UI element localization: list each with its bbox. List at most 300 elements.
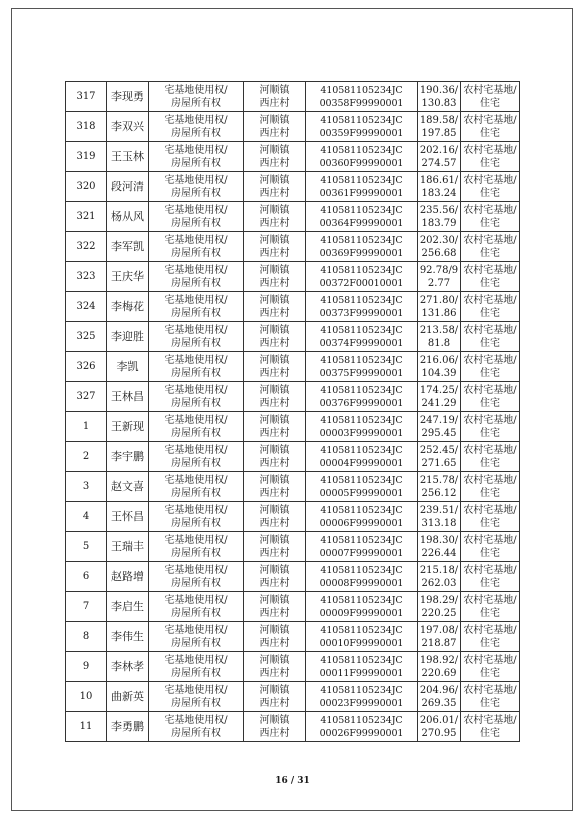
table-row: [66, 292, 520, 322]
cell-area: [418, 592, 461, 622]
cell-row-number: 327: [66, 382, 107, 412]
cell-right-type-line: 房屋所有权: [171, 337, 221, 349]
table-row: [66, 652, 520, 682]
cell-land-use-line: 农村宅基地/: [463, 114, 517, 126]
cell-land-use-line: 农村宅基地/: [463, 144, 517, 156]
cell-area-line: 92.78/9: [419, 264, 459, 276]
cell-land-use-line: 住宅: [480, 697, 500, 709]
cell-unit-code-line: 00372F00010001: [319, 277, 404, 289]
table-row: [66, 412, 520, 442]
cell-unit-code: [306, 232, 418, 262]
cell-right-type: [149, 232, 244, 262]
cell-unit-code-line: 00369F99990001: [319, 247, 404, 259]
cell-area: [418, 712, 461, 742]
cell-area-line: 239.51/: [419, 504, 459, 516]
cell-location: [244, 442, 306, 472]
cell-area-line: 218.87: [421, 637, 457, 649]
cell-unit-code: [306, 112, 418, 142]
cell-owner-name: 李现勇: [107, 82, 149, 112]
cell-land-use-line: 住宅: [480, 427, 500, 439]
cell-row-number: 11: [66, 712, 107, 742]
cell-unit-code: [306, 292, 418, 322]
cell-unit-code: [306, 442, 418, 472]
cell-area: [418, 322, 461, 352]
cell-area-line: 313.18: [421, 517, 457, 529]
cell-land-use: [461, 352, 520, 382]
cell-land-use-line: 农村宅基地/: [463, 294, 517, 306]
cell-right-type: [149, 382, 244, 412]
cell-land-use: [461, 442, 520, 472]
table-row: [66, 322, 520, 352]
cell-land-use: [461, 322, 520, 352]
cell-location-line: 河顺镇: [259, 84, 290, 96]
cell-location: [244, 532, 306, 562]
cell-location-line: 河顺镇: [259, 354, 290, 366]
cell-unit-code-line: 410581105234JC: [320, 624, 403, 636]
cell-right-type: [149, 592, 244, 622]
cell-area-line: 220.25: [421, 607, 457, 619]
cell-area-line: 256.68: [421, 247, 457, 259]
cell-right-type: [149, 322, 244, 352]
cell-area: [418, 412, 461, 442]
cell-land-use: [461, 502, 520, 532]
cell-land-use-line: 住宅: [480, 217, 500, 229]
cell-row-number: 319: [66, 142, 107, 172]
cell-location-line: 西庄村: [259, 547, 290, 559]
cell-row-number: 322: [66, 232, 107, 262]
cell-unit-code-line: 410581105234JC: [320, 114, 403, 126]
cell-right-type: [149, 292, 244, 322]
cell-owner-name: 李凯: [107, 352, 149, 382]
cell-location-line: 河顺镇: [259, 174, 290, 186]
cell-right-type-line: 宅基地使用权/: [164, 564, 228, 576]
cell-area-line: 174.25/: [419, 384, 459, 396]
cell-land-use: [461, 682, 520, 712]
cell-right-type-line: 房屋所有权: [171, 157, 221, 169]
cell-area-line: 189.58/: [419, 114, 459, 126]
cell-unit-code-line: 410581105234JC: [320, 414, 403, 426]
table-row: [66, 262, 520, 292]
cell-location: [244, 232, 306, 262]
cell-land-use-line: 住宅: [480, 157, 500, 169]
cell-location: [244, 82, 306, 112]
cell-location-line: 河顺镇: [259, 654, 290, 666]
cell-right-type: [149, 622, 244, 652]
cell-right-type-line: 房屋所有权: [171, 697, 221, 709]
cell-area-line: 104.39: [421, 367, 457, 379]
cell-row-number: 325: [66, 322, 107, 352]
cell-owner-name: 王玉林: [107, 142, 149, 172]
cell-location: [244, 592, 306, 622]
cell-owner-name: 王林昌: [107, 382, 149, 412]
cell-location: [244, 262, 306, 292]
cell-right-type-line: 宅基地使用权/: [164, 684, 228, 696]
cell-row-number: 3: [66, 472, 107, 502]
cell-right-type-line: 房屋所有权: [171, 247, 221, 259]
cell-owner-name: 杨从风: [107, 202, 149, 232]
cell-unit-code-line: 410581105234JC: [320, 594, 403, 606]
cell-unit-code-line: 00376F99990001: [319, 397, 404, 409]
cell-area-line: 235.56/: [419, 204, 459, 216]
cell-location: [244, 202, 306, 232]
table-row: [66, 172, 520, 202]
cell-unit-code-line: 410581105234JC: [320, 504, 403, 516]
cell-owner-name: 李勇鹏: [107, 712, 149, 742]
cell-right-type: [149, 472, 244, 502]
cell-location-line: 河顺镇: [259, 474, 290, 486]
cell-area: [418, 172, 461, 202]
cell-land-use-line: 住宅: [480, 127, 500, 139]
cell-land-use: [461, 112, 520, 142]
cell-row-number: 321: [66, 202, 107, 232]
cell-unit-code-line: 410581105234JC: [320, 564, 403, 576]
cell-unit-code-line: 410581105234JC: [320, 444, 403, 456]
cell-location: [244, 652, 306, 682]
cell-area: [418, 292, 461, 322]
cell-location-line: 河顺镇: [259, 504, 290, 516]
cell-right-type-line: 房屋所有权: [171, 637, 221, 649]
cell-land-use-line: 住宅: [480, 367, 500, 379]
cell-land-use-line: 住宅: [480, 457, 500, 469]
table-row: [66, 502, 520, 532]
cell-land-use: [461, 622, 520, 652]
cell-land-use-line: 农村宅基地/: [463, 594, 517, 606]
cell-right-type: [149, 712, 244, 742]
cell-unit-code: [306, 142, 418, 172]
cell-owner-name: 段河清: [107, 172, 149, 202]
cell-unit-code-line: 00003F99990001: [319, 427, 404, 439]
cell-unit-code: [306, 472, 418, 502]
cell-unit-code-line: 00364F99990001: [319, 217, 404, 229]
cell-right-type-line: 宅基地使用权/: [164, 414, 228, 426]
cell-land-use: [461, 652, 520, 682]
cell-right-type: [149, 502, 244, 532]
cell-location-line: 河顺镇: [259, 264, 290, 276]
cell-owner-name: 李伟生: [107, 622, 149, 652]
cell-right-type-line: 宅基地使用权/: [164, 324, 228, 336]
cell-owner-name: 王怀昌: [107, 502, 149, 532]
table-row: [66, 142, 520, 172]
cell-area-line: 271.80/: [419, 294, 459, 306]
cell-right-type-line: 宅基地使用权/: [164, 594, 228, 606]
cell-unit-code: [306, 262, 418, 292]
cell-right-type: [149, 82, 244, 112]
table-row: [66, 352, 520, 382]
cell-right-type-line: 宅基地使用权/: [164, 204, 228, 216]
cell-unit-code-line: 00375F99990001: [319, 367, 404, 379]
cell-location: [244, 682, 306, 712]
cell-right-type-line: 宅基地使用权/: [164, 234, 228, 246]
cell-area-line: 247.19/: [419, 414, 459, 426]
cell-land-use-line: 农村宅基地/: [463, 474, 517, 486]
cell-land-use: [461, 232, 520, 262]
cell-area-line: 198.29/: [419, 594, 459, 606]
cell-row-number: 1: [66, 412, 107, 442]
cell-land-use-line: 农村宅基地/: [463, 414, 517, 426]
cell-location: [244, 322, 306, 352]
cell-right-type-line: 宅基地使用权/: [164, 534, 228, 546]
cell-unit-code: [306, 172, 418, 202]
cell-area-line: 262.03: [421, 577, 457, 589]
cell-right-type: [149, 112, 244, 142]
cell-area: [418, 112, 461, 142]
cell-unit-code-line: 00006F99990001: [319, 517, 404, 529]
cell-area-line: 202.16/: [419, 144, 459, 156]
cell-unit-code-line: 410581105234JC: [320, 384, 403, 396]
cell-unit-code-line: 410581105234JC: [320, 684, 403, 696]
cell-owner-name: 李启生: [107, 592, 149, 622]
cell-location: [244, 382, 306, 412]
cell-land-use-line: 住宅: [480, 337, 500, 349]
cell-unit-code: [306, 622, 418, 652]
cell-unit-code-line: 410581105234JC: [320, 354, 403, 366]
cell-area: [418, 442, 461, 472]
cell-area-line: 274.57: [421, 157, 457, 169]
cell-unit-code: [306, 532, 418, 562]
cell-area: [418, 472, 461, 502]
table-row: [66, 712, 520, 742]
cell-area: [418, 262, 461, 292]
cell-land-use: [461, 82, 520, 112]
cell-right-type-line: 房屋所有权: [171, 547, 221, 559]
cell-location-line: 西庄村: [259, 577, 290, 589]
cell-location-line: 西庄村: [259, 487, 290, 499]
cell-right-type: [149, 532, 244, 562]
cell-land-use-line: 农村宅基地/: [463, 384, 517, 396]
cell-area-line: 198.92/: [419, 654, 459, 666]
cell-land-use: [461, 712, 520, 742]
cell-land-use: [461, 382, 520, 412]
cell-land-use-line: 住宅: [480, 667, 500, 679]
cell-owner-name: 赵路增: [107, 562, 149, 592]
cell-area-line: 186.61/: [419, 174, 459, 186]
cell-area-line: 220.69: [421, 667, 457, 679]
cell-location-line: 河顺镇: [259, 534, 290, 546]
cell-location: [244, 622, 306, 652]
cell-unit-code-line: 00374F99990001: [319, 337, 404, 349]
cell-row-number: 317: [66, 82, 107, 112]
cell-area: [418, 202, 461, 232]
cell-row-number: 9: [66, 652, 107, 682]
cell-area-line: 213.58/: [419, 324, 459, 336]
cell-owner-name: 王瑞丰: [107, 532, 149, 562]
cell-area-line: 256.12: [421, 487, 457, 499]
cell-location-line: 河顺镇: [259, 684, 290, 696]
cell-land-use-line: 农村宅基地/: [463, 354, 517, 366]
cell-row-number: 320: [66, 172, 107, 202]
cell-land-use-line: 农村宅基地/: [463, 444, 517, 456]
cell-row-number: 8: [66, 622, 107, 652]
cell-land-use: [461, 292, 520, 322]
cell-land-use: [461, 562, 520, 592]
cell-location-line: 西庄村: [259, 667, 290, 679]
cell-location-line: 西庄村: [259, 367, 290, 379]
cell-unit-code-line: 00008F99990001: [319, 577, 404, 589]
table-row: [66, 112, 520, 142]
cell-unit-code-line: 410581105234JC: [320, 654, 403, 666]
cell-area: [418, 382, 461, 412]
cell-unit-code: [306, 682, 418, 712]
cell-area: [418, 352, 461, 382]
cell-land-use-line: 农村宅基地/: [463, 684, 517, 696]
cell-right-type: [149, 442, 244, 472]
cell-owner-name: 李迎胜: [107, 322, 149, 352]
cell-location-line: 河顺镇: [259, 414, 290, 426]
cell-land-use-line: 住宅: [480, 277, 500, 289]
cell-land-use-line: 住宅: [480, 637, 500, 649]
cell-location-line: 河顺镇: [259, 624, 290, 636]
cell-right-type-line: 宅基地使用权/: [164, 444, 228, 456]
cell-location-line: 西庄村: [259, 187, 290, 199]
cell-row-number: 318: [66, 112, 107, 142]
cell-location-line: 河顺镇: [259, 384, 290, 396]
cell-right-type: [149, 682, 244, 712]
cell-area-line: 241.29: [421, 397, 457, 409]
cell-right-type-line: 房屋所有权: [171, 727, 221, 739]
cell-unit-code-line: 410581105234JC: [320, 174, 403, 186]
cell-land-use-line: 农村宅基地/: [463, 534, 517, 546]
cell-location: [244, 412, 306, 442]
cell-right-type: [149, 262, 244, 292]
cell-land-use: [461, 262, 520, 292]
cell-unit-code-line: 00359F99990001: [319, 127, 404, 139]
cell-location-line: 西庄村: [259, 247, 290, 259]
cell-land-use: [461, 142, 520, 172]
cell-area: [418, 682, 461, 712]
cell-right-type-line: 房屋所有权: [171, 397, 221, 409]
cell-unit-code-line: 00023F99990001: [319, 697, 404, 709]
cell-area-line: 81.8: [427, 337, 451, 349]
cell-row-number: 6: [66, 562, 107, 592]
cell-unit-code-line: 410581105234JC: [320, 234, 403, 246]
cell-location: [244, 352, 306, 382]
cell-right-type-line: 房屋所有权: [171, 97, 221, 109]
cell-unit-code-line: 00009F99990001: [319, 607, 404, 619]
table-body: [66, 82, 520, 742]
cell-unit-code-line: 00360F99990001: [319, 157, 404, 169]
table-row: [66, 562, 520, 592]
table-row: [66, 442, 520, 472]
cell-unit-code-line: 00005F99990001: [319, 487, 404, 499]
cell-unit-code: [306, 202, 418, 232]
table-row: [66, 382, 520, 412]
cell-right-type-line: 房屋所有权: [171, 487, 221, 499]
cell-area-line: 270.95: [421, 727, 457, 739]
cell-location-line: 西庄村: [259, 607, 290, 619]
cell-area-line: 183.24: [421, 187, 457, 199]
cell-location-line: 西庄村: [259, 427, 290, 439]
cell-right-type-line: 房屋所有权: [171, 127, 221, 139]
cell-right-type-line: 房屋所有权: [171, 517, 221, 529]
cell-right-type-line: 宅基地使用权/: [164, 504, 228, 516]
cell-area-line: 2.77: [427, 277, 451, 289]
cell-land-use-line: 农村宅基地/: [463, 324, 517, 336]
cell-area-line: 215.78/: [419, 474, 459, 486]
cell-location-line: 西庄村: [259, 697, 290, 709]
cell-right-type-line: 宅基地使用权/: [164, 714, 228, 726]
cell-land-use-line: 住宅: [480, 397, 500, 409]
cell-area: [418, 652, 461, 682]
cell-unit-code-line: 410581105234JC: [320, 264, 403, 276]
cell-land-use-line: 住宅: [480, 97, 500, 109]
cell-area: [418, 142, 461, 172]
cell-unit-code-line: 410581105234JC: [320, 294, 403, 306]
cell-unit-code: [306, 412, 418, 442]
cell-area-line: 269.35: [421, 697, 457, 709]
cell-location-line: 河顺镇: [259, 204, 290, 216]
cell-row-number: 2: [66, 442, 107, 472]
cell-location-line: 西庄村: [259, 127, 290, 139]
cell-area-line: 216.06/: [419, 354, 459, 366]
cell-land-use: [461, 412, 520, 442]
table-row: [66, 472, 520, 502]
cell-unit-code-line: 410581105234JC: [320, 534, 403, 546]
cell-unit-code-line: 410581105234JC: [320, 324, 403, 336]
cell-unit-code-line: 410581105234JC: [320, 204, 403, 216]
cell-location: [244, 112, 306, 142]
cell-right-type-line: 宅基地使用权/: [164, 474, 228, 486]
cell-owner-name: 李双兴: [107, 112, 149, 142]
cell-location-line: 河顺镇: [259, 444, 290, 456]
cell-row-number: 323: [66, 262, 107, 292]
cell-area-line: 271.65: [421, 457, 457, 469]
cell-land-use-line: 住宅: [480, 547, 500, 559]
table-row: [66, 592, 520, 622]
cell-land-use-line: 农村宅基地/: [463, 714, 517, 726]
cell-right-type-line: 宅基地使用权/: [164, 264, 228, 276]
cell-right-type-line: 房屋所有权: [171, 577, 221, 589]
cell-land-use-line: 农村宅基地/: [463, 564, 517, 576]
cell-unit-code-line: 00358F99990001: [319, 97, 404, 109]
cell-row-number: 324: [66, 292, 107, 322]
cell-right-type-line: 房屋所有权: [171, 217, 221, 229]
cell-owner-name: 王新现: [107, 412, 149, 442]
cell-right-type-line: 房屋所有权: [171, 187, 221, 199]
cell-location: [244, 472, 306, 502]
cell-location-line: 河顺镇: [259, 114, 290, 126]
cell-land-use-line: 农村宅基地/: [463, 654, 517, 666]
cell-unit-code: [306, 592, 418, 622]
cell-right-type: [149, 562, 244, 592]
cell-area-line: 190.36/: [419, 84, 459, 96]
cell-location-line: 西庄村: [259, 397, 290, 409]
cell-unit-code-line: 00361F99990001: [319, 187, 404, 199]
cell-area-line: 197.85: [421, 127, 457, 139]
cell-right-type-line: 房屋所有权: [171, 457, 221, 469]
cell-area: [418, 502, 461, 532]
cell-land-use-line: 住宅: [480, 487, 500, 499]
page-number: 16 / 31: [275, 776, 310, 786]
cell-row-number: 10: [66, 682, 107, 712]
cell-right-type-line: 房屋所有权: [171, 307, 221, 319]
cell-land-use: [461, 532, 520, 562]
cell-right-type-line: 房屋所有权: [171, 427, 221, 439]
cell-location-line: 河顺镇: [259, 144, 290, 156]
cell-unit-code-line: 00007F99990001: [319, 547, 404, 559]
cell-location: [244, 172, 306, 202]
cell-right-type-line: 房屋所有权: [171, 667, 221, 679]
cell-unit-code-line: 00026F99990001: [319, 727, 404, 739]
cell-owner-name: 李梅花: [107, 292, 149, 322]
cell-location: [244, 292, 306, 322]
cell-area: [418, 532, 461, 562]
cell-area-line: 202.30/: [419, 234, 459, 246]
cell-unit-code: [306, 502, 418, 532]
cell-unit-code: [306, 322, 418, 352]
table-row: [66, 232, 520, 262]
cell-land-use-line: 农村宅基地/: [463, 84, 517, 96]
cell-owner-name: 李林孝: [107, 652, 149, 682]
